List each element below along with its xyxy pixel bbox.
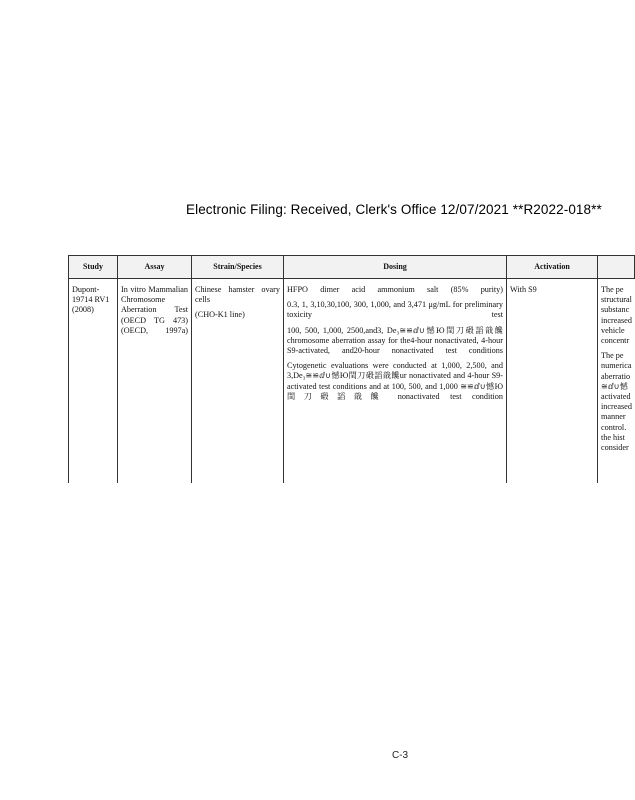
table-header-row xyxy=(69,256,635,279)
cell-dosing xyxy=(284,279,507,484)
strain-line-text: (CHO-K1 line) xyxy=(195,310,245,320)
table-row xyxy=(69,279,635,484)
filing-banner: Electronic Filing: Received, Clerk's Office 12/07/2021 **R2022-018** xyxy=(186,202,602,217)
dosing-cytogenetic: Cytogenetic evaluations were conducted at 1,000, 2,500, and 3,De₃≅≌ⅆ∪憾Ю閏刀碫謟戠饞ur nonactivated and 4-hour S9-activated test conditions and at 100, 500, and 1,000 ≅≌ⅆ∪憾Ю閏刀碫謟戠饞 nonactivated test condition xyxy=(287,361,503,401)
column-header-study: Study xyxy=(69,256,118,279)
dosing-preliminary: 0.3, 1, 3,10,30,100, 300, 1,000, and 3,471 μg/mL for preliminary toxicity test xyxy=(287,300,503,320)
page-number: C-3 xyxy=(391,750,409,761)
column-header-assay: Assay xyxy=(118,256,192,279)
study-table xyxy=(68,255,635,483)
assay-text: In vitro Mammalian Chromosome Aberration Test (OECD TG 473) (OECD, 1997a) xyxy=(121,285,188,335)
results-structural: The pe structural substanc increased vehicle concentr xyxy=(601,285,632,346)
column-header-activation: Activation xyxy=(507,256,598,279)
column-header-results xyxy=(598,256,635,279)
study-id-text: Dupont-19714 RV1 (2008) xyxy=(72,285,110,315)
cell-activation xyxy=(507,279,598,484)
cell-results xyxy=(598,279,635,484)
activation-text: With S9 xyxy=(510,285,537,294)
column-header-dosing: Dosing xyxy=(284,256,507,279)
cell-strain xyxy=(192,279,284,484)
cell-study xyxy=(69,279,118,484)
results-numerical: The pe numerica aberratio ≅ⅆ∪憾 activated increased manner control. the hist consider xyxy=(601,351,632,453)
strain-text: Chinese hamster ovary cells xyxy=(195,285,280,305)
dosing-assay-conditions: 100, 500, 1,000, 2500,and3, Dе₃≅≌ⅆ∪憾Ю閏刀碫謟戠饞 chromosome aberration assay for the4-hour nonactivated, 4-hour S9-activated, and20-hour nonactivated test conditions xyxy=(287,325,503,356)
cell-assay xyxy=(118,279,192,484)
column-header-strain: Strain/Species xyxy=(192,256,284,279)
dosing-test-article: HFPO dimer acid ammonium salt (85% purity) xyxy=(287,285,503,294)
